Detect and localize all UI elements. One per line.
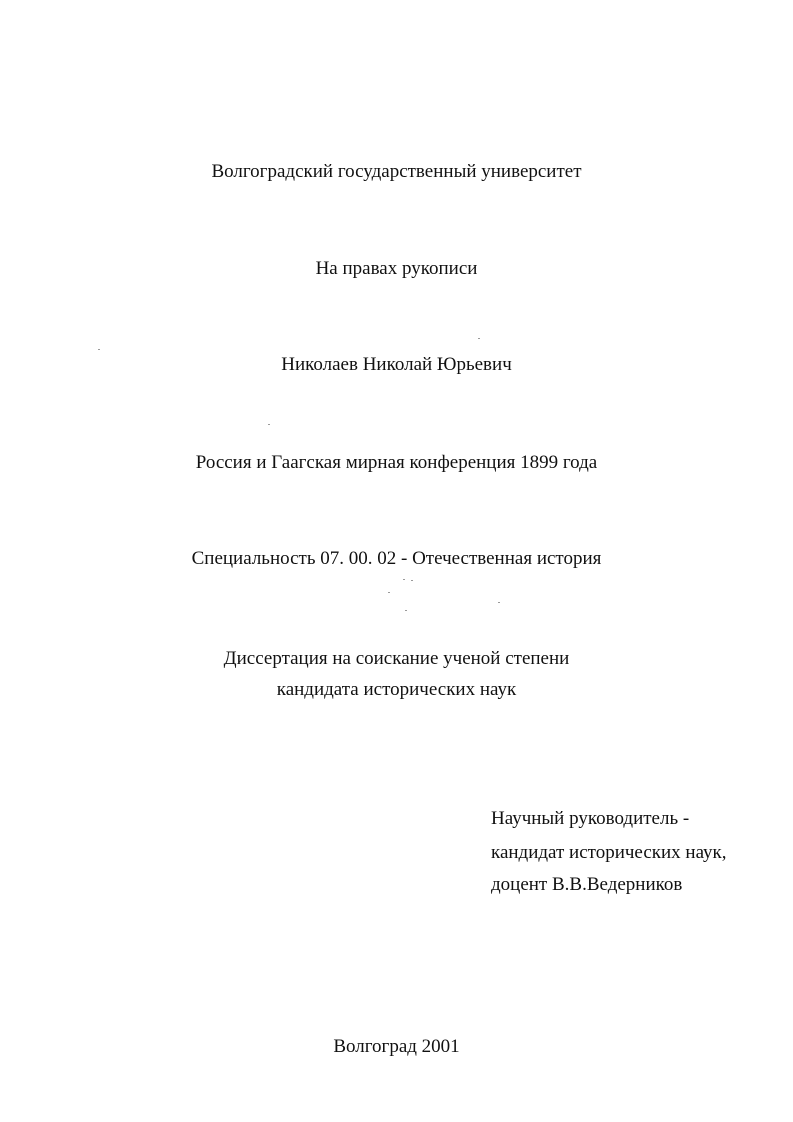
scan-speck: [405, 610, 407, 611]
scan-speck: [98, 349, 100, 350]
degree-line-1: Диссертация на соискание ученой степени: [223, 648, 570, 669]
author-name: Николаев Николай Юрьевич: [281, 354, 512, 375]
place-year: Волгоград 2001: [333, 1036, 460, 1057]
scan-speck: [411, 580, 413, 581]
supervisor-line-3: доцент В.В.Ведерников: [491, 874, 683, 895]
scan-speck: [388, 592, 390, 593]
scan-speck: [268, 424, 270, 425]
supervisor-line-1: Научный руководитель -: [491, 808, 690, 829]
manuscript-note: На правах рукописи: [315, 258, 478, 279]
scan-speck: [498, 602, 500, 603]
specialty-line: Специальность 07. 00. 02 - Отечественная история: [191, 548, 602, 569]
scan-speck: [403, 579, 405, 580]
degree-line-2: кандидата исторических наук: [276, 679, 517, 700]
university-name: Волгоградский государственный университет: [211, 161, 582, 182]
scan-speck: [478, 338, 480, 339]
dissertation-title: Россия и Гаагская мирная конференция 1899 года: [195, 452, 598, 473]
supervisor-line-2: кандидат исторических наук,: [491, 842, 727, 863]
